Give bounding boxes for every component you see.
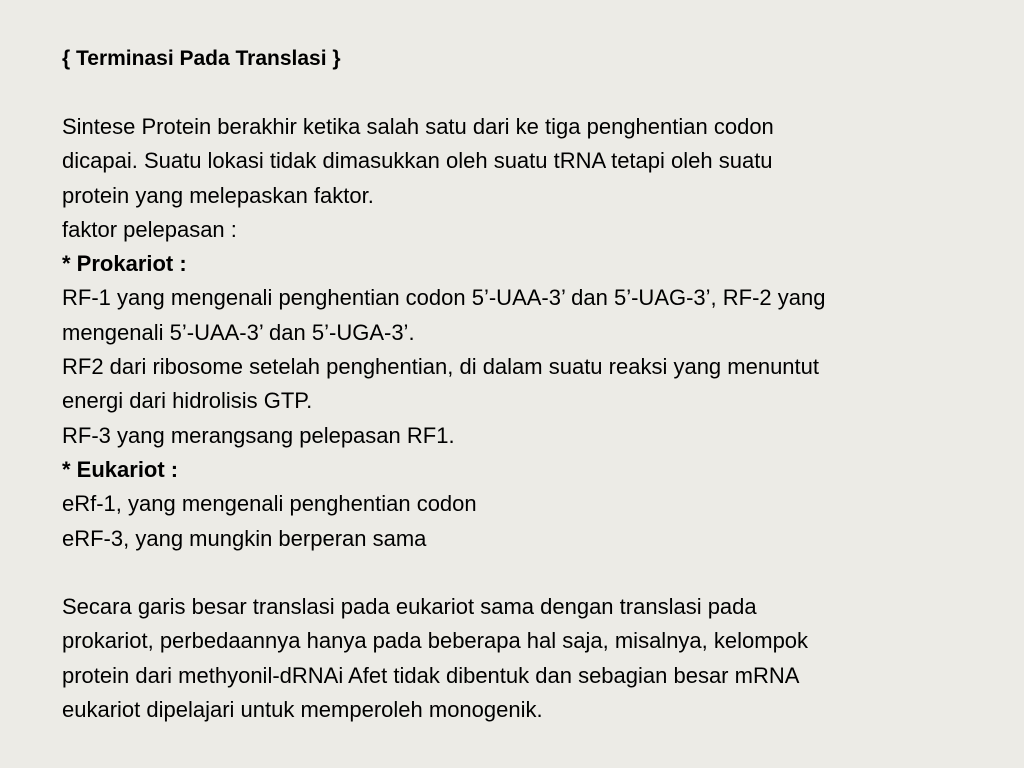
eukariot-heading: * Eukariot :	[62, 456, 179, 482]
body-line: dicapai. Suatu lokasi tidak dimasukkan oleh suatu tRNA tetapi oleh suatu	[62, 148, 773, 174]
body-line: protein yang melepaskan faktor.	[62, 182, 374, 208]
slide-body	[62, 110, 964, 727]
paragraph-spacer	[62, 556, 964, 590]
prokariot-line: mengenali 5’-UAA-3’ dan 5’-UGA-3’.	[62, 319, 415, 345]
body-line: Sintese Protein berakhir ketika salah satu dari ke tiga penghentian codon	[62, 114, 774, 139]
slide-title: { Terminasi Pada Translasi }	[62, 47, 341, 70]
prokariot-line: RF-1 yang mengenali penghentian codon 5’-UAA-3’ dan 5’-UAG-3’, RF-2 yang	[62, 285, 826, 311]
summary-line: eukariot dipelajari untuk memperoleh monogenik.	[62, 697, 543, 723]
eukariot-line: eRf-1, yang mengenali penghentian codon	[62, 491, 477, 517]
summary-line: Secara garis besar translasi pada eukariot sama dengan translasi pada	[62, 594, 757, 620]
summary-line: prokariot, perbedaannya hanya pada beberapa hal saja, misalnya, kelompok	[62, 628, 809, 654]
prokariot-line: RF2 dari ribosome setelah penghentian, di dalam suatu reaksi yang menuntut	[62, 354, 820, 380]
release-factor-label: faktor pelepasan :	[62, 216, 237, 242]
summary-line: protein dari methyonil-dRNAi Afet tidak dibentuk dan sebagian besar mRNA	[62, 662, 800, 688]
prokariot-line: RF-3 yang merangsang pelepasan RF1.	[62, 422, 455, 448]
prokariot-heading: * Prokariot :	[62, 251, 187, 277]
eukariot-line: eRF-3, yang mungkin berperan sama	[62, 525, 427, 551]
prokariot-line: energi dari hidrolisis GTP.	[62, 388, 313, 414]
